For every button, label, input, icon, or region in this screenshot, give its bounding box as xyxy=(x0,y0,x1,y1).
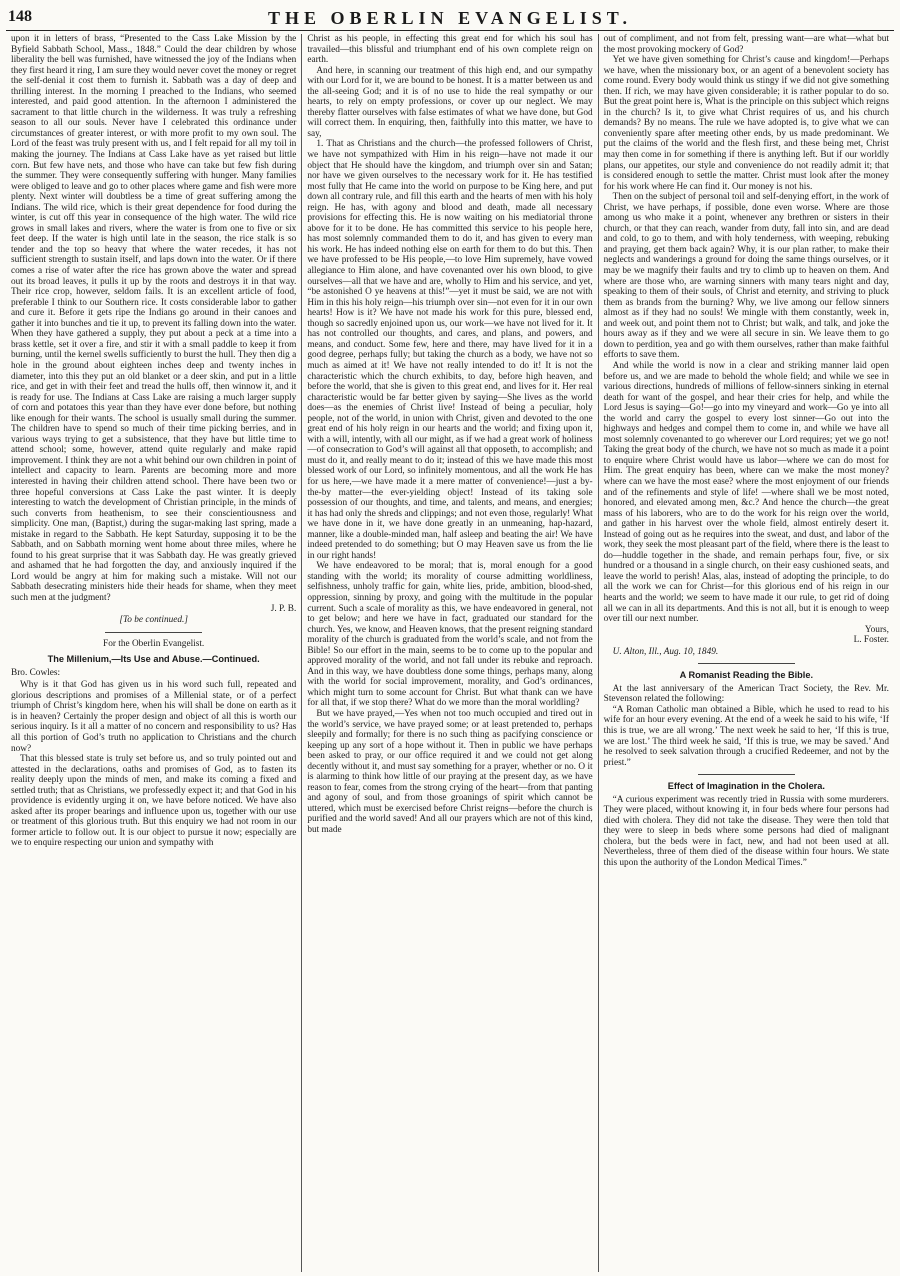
article-heading: Effect of Imagination in the Cholera. xyxy=(667,781,825,792)
article-paragraph: But we have prayed,—Yes when not too much occupied and tired out in the world’s service, we have prayed some; or at least pretended to, perhaps sleepily and formally; for there is no such thing as pacifying conscience or keeping up any sort of a hope without it. Then in public we have perhaps been asked to pray, or our office required it and we could not get along decently without it, and must say something for a prayer, whether or no. O it is alarming to think how little of our praying at the present day, as we have reason to fear, comes from the strong crying of the heart—from that panting and agony of soul, and from those groanings of spirit which cannot be uttered, which must be exercised before Christ reigns—before the church is purified and the world saved! And all our prayers which are not of this kind, but made xyxy=(307,709,593,836)
section-divider xyxy=(698,663,795,664)
article-paragraph: And here, in scanning our treatment of this high end, and our sympathy with our Lord for it, we are bound to be honest. It is a matter between us and the all-seeing God; and it is of no use to hide the real sympathy or our hearts, to rely on empty professions, or cover up our neglect. We may thereby flatter ourselves with false estimates of what we have done, but God will correct them. In enquiring, then, faithfully into this matter, we have to say, xyxy=(307,65,593,139)
article-paragraph: Why is it that God has given us in his word such full, repeated and glorious descriptions and promises of a Millenial state, or of a perfect triumph of Christ’s kingdom here, when his will shall be done on earth as it is in heaven? Certainly the proper design and object of all this is worth our serious inquiry. Is it all a matter of no concern and responsibility to us? Has all this portion of God’s truth no application to Christians and the church now? xyxy=(11,680,297,754)
article-paragraph: “A Roman Catholic man obtained a Bible, which he used to read to his wife for an hour every evening. At the end of a week he said to his wife, ‘If this is true, we are all wrong.’ The next week he said to her, ‘If this is true, we are lost.’ The third week he said, ‘If this is true, we may be saved.’ And he resolved to seek salvation through a crucified Redeemer, and not by the priest.” xyxy=(603,704,889,768)
signature: J. P. B. xyxy=(270,603,297,614)
article-paragraph: upon it in letters of brass, “Presented to the Cass Lake Mission by the Byfield Sabbath School, Mass., 1848.” Could the dear children by whose liberality the bell was furnished, have witnessed the joy of the Indians when they first heard it ring, I am sure they would never covet the money or regret the self-denial it cost them to furnish it. Sabbath was a day of deep and thrilling interest. In the morning I preached to the Indians, who seemed interested, and paid good attention. In the afternoon I administered the sacrament to that little church in the wilderness. It was truly a refreshing season to all our souls. Never have I celebrated this ordinance under circumstances of greater interest, or with more profit to my own soul. The Lord of the feast was truly present with us, and I felt repaid for all my toil in making the journey. The Indians at Cass Lake have as yet raised but little corn. But few have nets, and those who have can take but few fish during the summer. They were consequently suffering with hunger. Many families were obliged to leave and go to other places where game and fish were more plenty. Next winter will doubtless be a time of great suffering among the Indians. The wild rice, which is their great dependence for food during the winter, is cut off this year in consequence of the high water. The wild rice grows in small lakes and rivers, where the water is from one to five or six feet deep. If the water is high until late in the season, the rice stalk is so tender and the top so heavy that where the water recedes, it has not sufficient strength to sustain itself, and laps down into the water. Or if there comes a rise of water after the rice has grown above the water and spread out its broad leaves, it pulls it up by the roots and destroys it in that way. Their rice crop, however, seldom fails. It is an excellent article of food, preferable I think to our Southern rice. It costs considerable labor to gather and cure it. Before it gets ripe the Indians go around in their canoes and gather it into bunches and tie it up, to prevent its falling down into the water. When they have gathered a supply, they put about a peck at a time into a brass kettle, set it over a fire, and stir it with a small paddle to keep it from burning, until the kernel swells sufficiently to burst the hull. They then dig a hole in the ground about eighteen inches deep and twenty inches in diameter, into this they put an old blanket or a deer skin, and put in a little rice, and get in with their feet and tread the hulls off, then winnow it, and it is ready for use. The Indians at Cass Lake are raising a much larger supply of corn and potatoes this year than they have ever done before, but nothing like enough for their wants. The school is usually small during the summer. The children have to spend so much of their time picking berries, and in various ways trying to get a subsistence, that they have but little time to attend school; some, however, attend quite regularly and make rapid improvement. I think they are not a whit behind our own children in point of intellect and capacity to learn. Parents are becoming more and more interested in having their children attend school. There have been two or three hopeful conversions at Cass Lake the past winter. It is deeply interesting to watch the development of Christian principle, in the minds of such converts from heathenism, to see their conscientiousness and simplicity. One man, (Baptist,) during the sugar-making last spring, made a mistake in regard to the Sabbath. He kept Saturday, supposing it to be the Sabbath, and on Sabbath morning went home about three miles, where he found to his great surprise that it was Sabbath day. He was greatly grieved and ashamed that he had forgotten the day, and anxiously inquired if the Lord would be angry at him for making such a mistake. Will not our Sabbath desecrating ministers hide their heads for shame, when they meet such men at the judgment? xyxy=(11,34,297,603)
to-be-continued: [To be continued.] xyxy=(119,615,188,626)
article-paragraph: We have endeavored to be moral; that is, moral enough for a good standing with the world; its morality of course admitting worldliness, selfishness, unholy traffic for gain, white lies, pride, ambition, blood-shed, oppression, sinning by proxy, and going with the multitude in the popular current. Such a scale of morality as this, we have endeavored in general, not to get below; and here we have in fact, graduated our standard for the church. Yes, we know, and Heaven knows, that the present reigning standard morality of the church is graduated from the world’s scale, and not from the Bible! So our effort in the main, seems to be to come up to the popular and approved morality of the world, and not fall under its rebuke and reproach. And in this way, we have doubtless done some things, perhaps many, along with the world for social improvement, morality, and God’s ordinances, which might turn to some account for Christ. But what thank can we have for all that, if we stop there? What do we more than the moral worldling? xyxy=(307,561,593,709)
article-paragraph: “A curious experiment was recently tried in Russia with some murderers. They were placed, without knowing it, in four beds where four persons had died with cholera. They did not take the disease. They were then told that they were to sleep in beds where some persons had died of malignant cholera, but the beds were in fact, new, and had not been used at all. Nevertheless, three of them died of the disease within four hours. We state this upon the authority of the London Medical Times.” xyxy=(603,794,889,869)
closing: Yours, xyxy=(864,624,889,635)
section-divider xyxy=(698,774,795,775)
section-divider xyxy=(105,632,202,633)
author: L. Foster. xyxy=(853,635,889,646)
article-columns xyxy=(6,34,894,1272)
article-paragraph: out of compliment, and not from felt, pressing want—are what—what but the most provoking mockery of God? xyxy=(603,34,889,55)
article-paragraph: 1. That as Christians and the church—the professed followers of Christ, we have not sympathized with Him in his reign—have not made it our object that He should have the kingdom, and triumph over sin and Satan; nor have we given ourselves to the necessary work for it. He has testified most fully that He came into the world on purpose to be King here, and put down all contrary rule, and fill this earth and the hearts of men with his holy reign. He has, with agony and blood and death, made all necessary provisions for effecting this. He is now waiting on his mediatorial throne above for it to be done. He has committed this service to his people here, has most solemnly commanded them to do it, and has given to every man his work. He has indeed nothing else on earth for them to do but this. Then we have professed to be His people,—to love Him supremely, have vowed allegiance to Him alone, and have covenanted over his own blood, to give ourselves—all that we have and are, wholly to Him and his service, and yet, “be astonished O ye heavens at this!”—yet it must be said, we are not with Him in this his holy reign—his triumph over sin—not even for it in our own hearts! How is it? We have not made his work for this pure, blessed end, though so sacredly enjoined upon us, our work—we have not lived for it. It has not controlled our thoughts, and cares, and plans, and powers, and means, and conduct. Some few, here and there, may have lived for it in a good degree, perhaps fully; but taking the church as a body, we have not so much as aimed at it! We have not really intended to do it! It is not the characteristic which the church exhibits, to day, before high heaven, and before the world, that she is given to this great end, and lives for it. Her real characteristic would be far better given by saying—She lives as the world does—as the enemies of Christ live! Instead of being a peculiar, holy people, not of the world, in union with Christ, given and devoted to the one great end of his holy reign in our hearts and the world; and fixing upon it, with a will, intently, with all our might, as if we had a great work of holiness—of consecration to God’s will against all that opposeth, to accomplish; and must do it, and really meant to do it; instead of this we have made this most blessed work of our Lord, so infinitely momentous, and all the work He has for us here,—we have made it a mere matter of convenience!—just a by-the-by matter—the ever-yielding object! Instead of its taking sole possession of our thoughts, and time, and talents, and means, and energies; it has had only the shreds and clippings; and not even those, regularly! What we have done in it, we have done greatly in an unmeaning, hap-hazard, manner, like a double-minded man, half asleep and beating the air! We have indeed pretended to do something; but O may Heaven save us from the lie in our right hands! xyxy=(307,139,593,561)
dateline: U. Alton, Ill., Aug. 10, 1849. xyxy=(612,646,719,657)
masthead xyxy=(6,6,894,31)
article-heading: The Millenium,—Its Use and Abuse.—Continued. xyxy=(47,654,260,665)
article-paragraph: At the last anniversary of the American Tract Society, the Rev. Mr. Stevenson related the following: xyxy=(603,683,889,705)
column-3 xyxy=(598,34,894,1272)
column-2 xyxy=(301,34,597,1272)
page-number: 148 xyxy=(8,8,32,25)
byline: For the Oberlin Evangelist. xyxy=(103,638,205,649)
column-1 xyxy=(6,34,301,1272)
article-paragraph: Then on the subject of personal toil and self-denying effort, in the work of Christ, we have perhaps, if possible, done even worse. Where are those among us who make it a point, whenever any brethren or sisters in their church, or that they can reach, wander from duty, fall into sin, and are dead and cold, to go to them, and with holy tenderness, with weeping, rebuking and praying, get them back again? Why, it is our plan rather, to make their neglects and wanderings a ground for doing the same things ourselves, or it may be we magnify their faults and try to climb up to heaven on them. And where are those who, are warning sinners with many tears night and day, speaking to them of their souls, of Christ and eternity, and striving to pluck them as brands from the burning? Why, we live among our fellow sinners almost as if they had no souls! We mingle with them constantly, week in, and week out, and point them not to Christ; but walk, and talk, and joke the hours away as if they and we were all secure in sin. We leave them to go down to perdition, yea and go with them ourselves, rather than make faithful efforts to save them. xyxy=(603,192,889,361)
newspaper-title: THE OBERLIN EVANGELIST. xyxy=(268,8,632,28)
salutation: Bro. Cowles: xyxy=(11,667,61,678)
article-paragraph: That this blessed state is truly set before us, and so truly pointed out and attested in the declarations, oaths and promises of God, as to fasten its reality deeply upon the minds of men, and make its coming a fixed and settled truth; that as Christians, we professedly expect it; and that God in his providence is evidently urging it on, we have before noticed. We have also asked after its proper bearings and influence upon us, together with our use or treatment of this glorious truth. But this enquiry we had not room in our former article to follow out. It is our object to pursue it now; especially are we to enquire respecting our union and sympathy with xyxy=(11,754,297,849)
article-paragraph: And while the world is now in a clear and striking manner laid open before us, and we are made to behold the whole field; and while we see in various directions, hundreds of millions of fellow-sinners sinking in eternal death for want of the gospel, and hear their cries for help, and while the Lord Jesus is saying—Go!—go into my vineyard and work—Go ye into all the world and carry the gospel to every lost sinner—Go out into the highways and hedges and compel them to come in, and while we have all most solemnly covenanted to go wherever our Lord requires; yet we go not! Taking the great body of the church, we have not so much as made it a point to enquire where Christ would have us labor—where we can do most for Him. The great enquiry has been, where can we make the most money? where can we have the most ease? where the most enjoyment of our friends and of the refinements and style of life! —where shall we be most noted, honored, and elevated among men, &c.? And hence the church—the great mass of his laborers, who are to do the work for his reign over the world, and gather in his harvest over the whole field, almost entirely desert it. Instead of going out as he requires into the sweat, and dust, and labor of the work, they seek the most pleasant part of the field, where there is the least to do—huddle together in the shade, and remain perhaps four, five, or six hundred or a thousand in a single church, on their easy cushioned seats, and leave the world to perish! Alas, alas, instead of adopting the principle, to do all the work we can for Christ—for this glorious end of his reign in our hearts and the world; we seem to have made it our rule, to get rid of doing all we can in all its departments. And this is not all, but it is enough to weep over till our next number. xyxy=(603,360,889,625)
article-paragraph: Yet we have given something for Christ’s cause and kingdom!—Perhaps we have, when the missionary box, or an agent of a benevolent society has come round. Every body would think us stingy if we did not give something then. If rich, we may have given considerable; it is rather popular to do so. But the great point here is, What is the principle on this subject which reigns in the church? Is it, to give what Christ requires of us, and his church demands? By no means. The rule we have adopted is, to give what we can conveniently spare after meeting other ends, by us made predominant. We put the claims of the world and the flesh first, and these being met, Christ may then come in for something if there is anything left. But if our worldly plans, our appetites, our style and convenience do not readily admit it; that is considered enough to settle the matter. Christ must look after the money for his work where He can find it. Our money is not his. xyxy=(603,55,889,192)
article-heading: A Romanist Reading the Bible. xyxy=(679,670,814,681)
article-paragraph: Christ as his people, in effecting this great end for which his soul has travailed—this blissful and triumphant end of his own complete reign on earth. xyxy=(307,34,593,66)
